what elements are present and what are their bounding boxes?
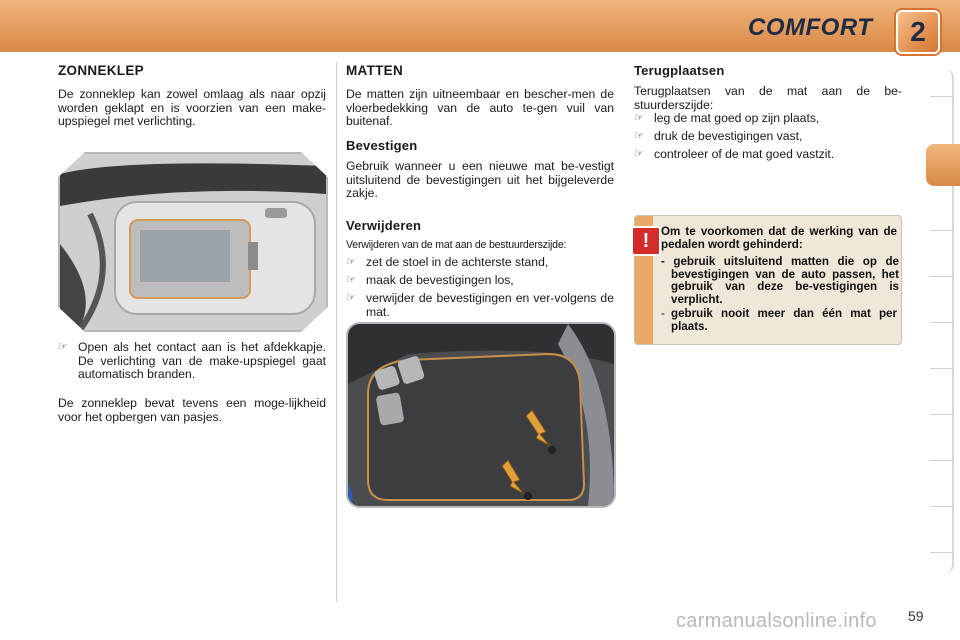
page-number: 59 [908, 608, 924, 624]
warning-item-1: - gebruik uitsluitend matten die op de bevestigingen van de auto passen, het gebruik van deze be-vestigingen is verplicht. [661, 255, 899, 306]
floor-mat-image [346, 322, 616, 508]
warning-item-dash: - [661, 307, 665, 320]
removal-step-text: verwijder de bevestigingen en ver-volgens de mat. [366, 291, 614, 319]
sun-visor-illustration [60, 154, 326, 330]
chapter-tab-active[interactable] [926, 144, 960, 186]
refitting-step [634, 148, 902, 162]
pointing-hand-icon: ☞ [346, 256, 356, 268]
chapter-header [0, 0, 960, 52]
sun-visor-bullet [58, 341, 326, 382]
removal-step-text: zet de stoel in de achterste stand, [366, 255, 549, 269]
chapter-tab-divider [930, 368, 954, 369]
watermark: carmanualsonline.info [676, 610, 877, 632]
pointing-hand-icon: ☞ [634, 130, 644, 142]
refitting-step [634, 112, 902, 126]
chapter-tab-divider [930, 230, 954, 231]
warning-item-2: gebruik nooit meer dan één mat per plaats. [671, 307, 897, 333]
warning-box [634, 215, 902, 345]
refitting-intro: Terugplaatsen van de mat aan de be-stuurderszijde: [634, 84, 902, 112]
sun-visor-image [58, 152, 328, 332]
chapter-tab-divider [930, 460, 954, 461]
sun-visor-intro: De zonneklep kan zowel omlaag als naar opzij worden geklapt en is voorzien van een make-upspiegel met verlichting. [58, 87, 326, 128]
sun-visor-bullet-text: Open als het contact aan is het afdekkapje. De verlichting van de make-upspiegel gaat automatisch branden. [78, 340, 326, 381]
fixing-text: Gebruik wanneer u een nieuwe mat be-vestigt uitsluitend de bevestigingen uit het bijgeleverde zakje. [346, 159, 614, 200]
pointing-hand-icon: ☞ [634, 112, 644, 124]
pointing-hand-icon: ☞ [346, 274, 356, 286]
refitting-step-text: druk de bevestigingen vast, [654, 129, 803, 143]
chapter-tab-divider [930, 96, 954, 97]
column-divider [336, 62, 337, 602]
removal-step [346, 274, 614, 288]
chapter-title: COMFORT [748, 14, 873, 41]
chapter-number-badge: 2 [896, 10, 940, 54]
removal-step [346, 256, 614, 270]
mats-intro: De matten zijn uitneembaar en bescher-men de vloerbedekking van de auto te-gen vuil van buitenaf. [346, 87, 614, 128]
removal-step [346, 292, 614, 319]
refitting-heading: Terugplaatsen [634, 63, 725, 78]
sun-visor-outro: De zonneklep bevat tevens een moge-lijkheid voor het opbergen van pasjes. [58, 396, 326, 424]
chapter-tab-divider [930, 506, 954, 507]
refitting-step [634, 130, 902, 144]
chapter-tab-divider [930, 414, 954, 415]
mats-heading: MATTEN [346, 63, 404, 78]
removal-step-text: maak de bevestigingen los, [366, 273, 514, 287]
pointing-hand-icon: ☞ [634, 148, 644, 160]
refitting-step-text: controleer of de mat goed vastzit. [654, 147, 835, 161]
sun-visor-heading: ZONNEKLEP [58, 63, 144, 78]
warning-title: Om te voorkomen dat de werking van de pedalen wordt gehinderd: [661, 225, 897, 251]
refitting-step-text: leg de mat goed op zijn plaats, [654, 111, 820, 125]
floor-mat-illustration [348, 324, 614, 506]
removal-intro: Verwijderen van de mat aan de bestuurderszijde: [346, 239, 567, 251]
pointing-hand-icon: ☞ [346, 292, 356, 304]
pointing-hand-icon: ☞ [58, 341, 68, 353]
exclamation-icon: ! [631, 226, 661, 256]
fixing-heading: Bevestigen [346, 138, 418, 153]
chapter-tab-divider [930, 276, 954, 277]
chapter-tab-divider [930, 322, 954, 323]
removal-heading: Verwijderen [346, 218, 422, 233]
chapter-tab-divider [930, 552, 954, 553]
